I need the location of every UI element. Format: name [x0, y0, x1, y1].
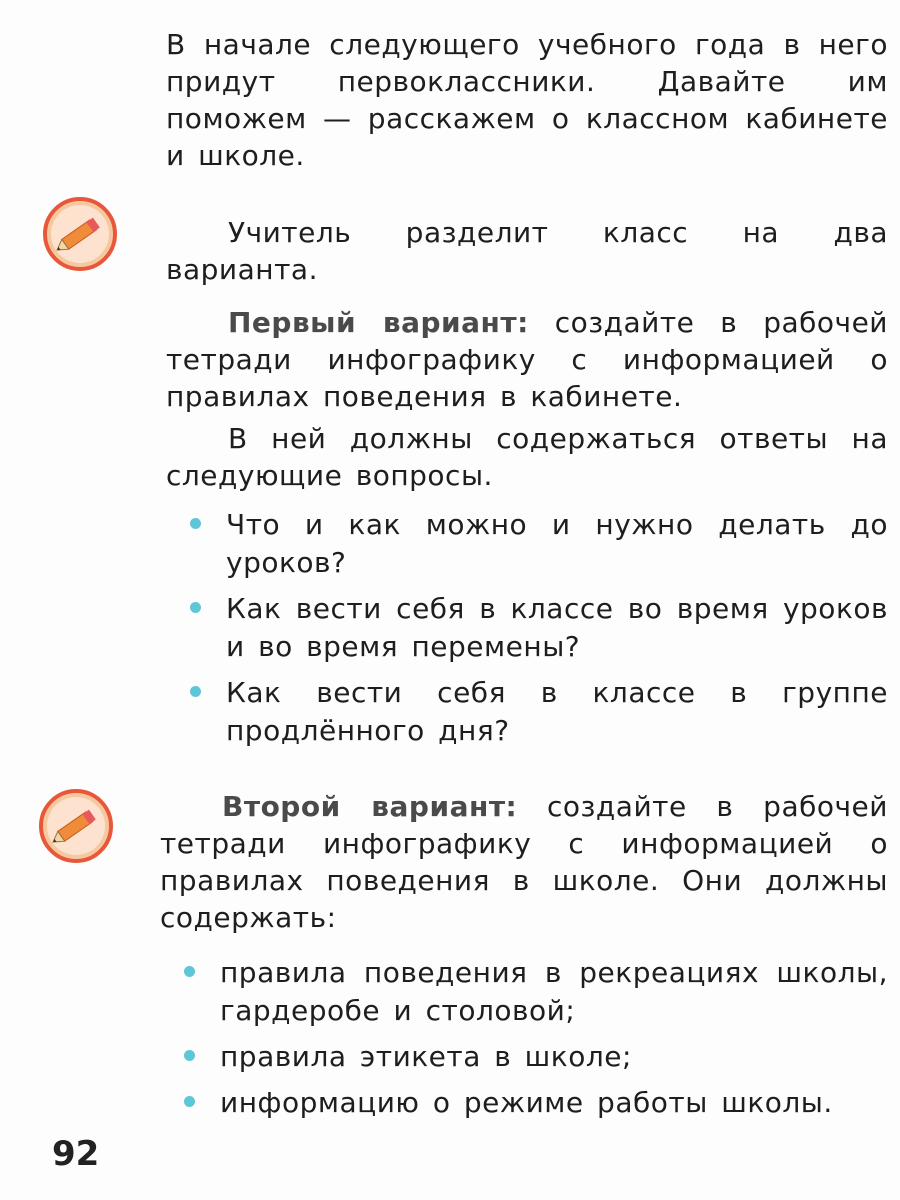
intro-paragraph: В начале следующего учебного года в него придут первоклассники. Давайте им поможем — расскажем о классном кабинете и школе. — [166, 28, 888, 172]
bullet-icon — [190, 602, 201, 613]
pencil-icon — [42, 196, 118, 272]
list-item: информацию о режиме работы школы. — [182, 1084, 888, 1122]
list-item: Что и как можно и нужно делать до уроков? — [188, 506, 888, 582]
bullet-icon — [184, 1050, 195, 1061]
variant1-label: Первый вариант: — [228, 306, 529, 339]
list-item: правила поведения в рекреациях школы, гардеробе и столовой; — [182, 954, 888, 1030]
page-number: 92 — [52, 1134, 100, 1174]
bullet-icon — [190, 686, 201, 697]
pencil-icon — [38, 788, 114, 864]
task-intro-paragraph: Учитель разделит класс на два варианта. — [166, 216, 888, 286]
variant1-text: создайте в рабочей тетради инфографику с информацией о правилах поведения в кабинете. — [166, 306, 888, 413]
bullet-icon — [184, 1096, 195, 1107]
variant1-paragraph — [166, 304, 888, 415]
variant2-paragraph — [160, 788, 888, 936]
list-item: правила этикета в школе; — [182, 1038, 888, 1076]
variant1-questions-intro: В ней должны содержаться ответы на следующие вопросы. — [166, 422, 888, 492]
list-item: Как вести себя в классе во время уроков и во время перемены? — [188, 590, 888, 666]
bullet-icon — [190, 518, 201, 529]
bullet-icon — [184, 966, 195, 977]
list-item: Как вести себя в классе в группе продлённого дня? — [188, 674, 888, 750]
variant2-label: Второй вариант: — [222, 790, 518, 823]
variant2-items-list — [182, 954, 888, 1130]
variant1-questions-list — [188, 506, 888, 758]
variant2-text: создайте в рабочей тетради инфографику с информацией о правилах поведения в школе. Они должны содержать: — [160, 790, 888, 934]
